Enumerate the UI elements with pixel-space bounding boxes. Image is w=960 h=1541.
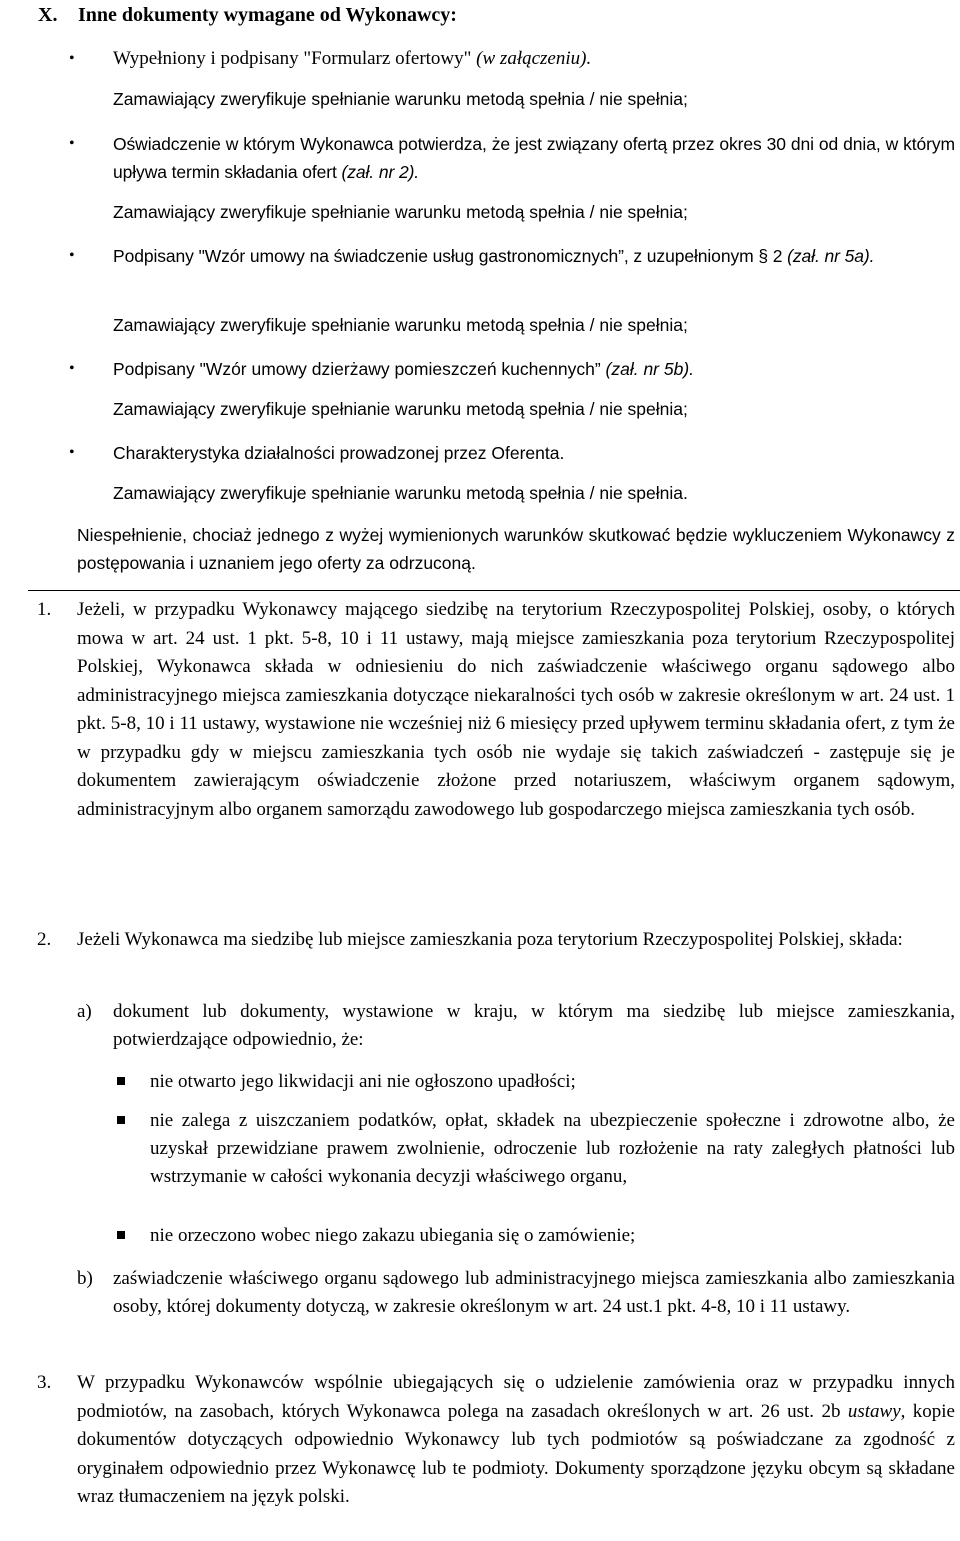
item-emphasis: ustawy <box>847 1400 901 1422</box>
section-number: X. <box>38 4 58 26</box>
numbered-item <box>37 1369 955 1512</box>
verification-note: Zamawiający zweryfikuje spełnianie warunku metodą spełnia / nie spełnia; <box>113 89 688 109</box>
bullet-text: Oświadczenie w którym Wykonawca potwierdza, że jest związany ofertą przez okres 30 dni od dnia, w którym upływa termin składania ofert <box>113 134 955 182</box>
summary-paragraph: Niespełnienie, chociaż jednego z wyżej wymienionych warunków skutkować będzie wykluczeniem Wykonawcy z postępowania i uznaniem jego oferty za odrzuconą. <box>77 525 955 573</box>
item-text: W przypadku Wykonawców wspólnie ubiegających się o udzielenie zamówienia oraz w przypadku innych podmiotów, na zasobach, których Wykonawca polega na zasadach określonych w art. 26 ust. 2b <box>77 1372 955 1422</box>
bullet-reference: (w załączeniu). <box>476 48 592 69</box>
square-bullet-text: nie zalega z uiszczaniem podatków, opłat, składek na ubezpieczenie społeczne i zdrowotne albo, że uzyskał przewidziane prawem zwolnienie, odroczenie lub rozłożenie na raty zaległych płatności lub wstrzymanie w całości wykonania decyzji właściwego organu, <box>150 1110 955 1187</box>
square-bullet-icon <box>117 1116 125 1124</box>
bullet-text: Podpisany "Wzór umowy dzierżawy pomieszczeń kuchennych” <box>113 359 606 379</box>
section-title: Inne dokumenty wymagane od Wykonawcy: <box>78 4 457 26</box>
numbered-item <box>37 926 955 955</box>
sub-item <box>77 998 955 1054</box>
bullet-item <box>69 130 955 186</box>
item-text: Jeżeli Wykonawca ma siedzibę lub miejsce zamieszkania poza terytorium Rzeczypospolitej Polskiej, składa: <box>77 929 903 950</box>
horizontal-rule <box>28 590 960 591</box>
bullet-icon: • <box>69 135 75 152</box>
sub-item <box>77 1265 955 1321</box>
bullet-text: Charakterystyka działalności prowadzonej przez Oferenta. <box>113 443 565 463</box>
bullet-item <box>69 242 955 270</box>
bullet-item <box>69 439 955 467</box>
square-bullet-item <box>150 1222 955 1250</box>
item-number: 3. <box>37 1372 52 1393</box>
item-number: 1. <box>37 599 52 620</box>
sub-item-label: a) <box>77 1001 92 1022</box>
square-bullet-item <box>150 1107 955 1191</box>
square-bullet-icon <box>117 1231 125 1239</box>
bullet-reference: (zał. nr 2). <box>341 162 420 182</box>
item-text-continued: , kopie dokumentów dotyczących odpowiednio Wykonawcy lub tych podmiotów są poświadczane za zgodność z oryginałem odpowiednio przez Wykonawcę lub te podmioty. Dokumenty sporządzone języku obcym są składane wraz tłumaczeniem na język polski. <box>77 1400 955 1507</box>
item-number: 2. <box>37 929 52 950</box>
numbered-item <box>37 596 955 824</box>
square-bullet-item <box>150 1068 955 1096</box>
item-text: Jeżeli, w przypadku Wykonawcy mającego siedzibę na terytorium Rzeczypospolitej Polskiej, osoby, o których mowa w art. 24 ust. 1 pkt. 5-8, 10 i 11 ustawy, mają miejsce zamieszkania poza terytorium Rzeczypospolitej Polskiej, Wykonawca składa w odniesieniu do nich zaświadczenie właściwego organu sądowego albo administracyjnego miejsca zamieszkania dotyczące niekaralności tych osób w zakresie określonym w art. 24 ust. 1 pkt. 5-8, 10 i 11 ustawy, wystawione nie wcześniej niż 6 miesięcy przed upływem terminu składania ofert, z tym że w przypadku gdy w miejscu zamieszkania tych osób nie wydaje się takich zaświadczeń - zastępuje się je dokumentem zawierającym oświadczenie złożone przed notariuszem, właściwym organem sądowym, administracyjnym albo organem samorządu zawodowego lub gospodarczego miejsca zamieszkania tych osób. <box>77 599 955 820</box>
square-bullet-text: nie orzeczono wobec niego zakazu ubiegania się o zamówienie; <box>150 1225 636 1246</box>
bullet-reference: (zał. nr 5b). <box>605 359 695 379</box>
bullet-icon: • <box>69 360 75 377</box>
section-heading <box>38 2 457 28</box>
verification-note: Zamawiający zweryfikuje spełnianie warunku metodą spełnia / nie spełnia; <box>113 315 688 335</box>
bullet-icon: • <box>69 50 75 67</box>
bullet-text: Podpisany "Wzór umowy na świadczenie usług gastronomicznych”, z uzupełnionym § 2 <box>113 246 788 266</box>
bullet-icon: • <box>69 444 75 461</box>
bullet-item <box>69 355 955 383</box>
sub-item-label: b) <box>77 1268 93 1289</box>
bullet-text: Wypełniony i podpisany "Formularz ofertowy" <box>113 48 477 69</box>
sub-item-text: zaświadczenie właściwego organu sądowego lub administracyjnego miejsca zamieszkania albo zamieszkania osoby, której dokumenty dotyczą, w zakresie określonym w art. 24 ust.1 pkt. 4-8, 10 i 11 ustawy. <box>113 1268 955 1317</box>
verification-note: Zamawiający zweryfikuje spełnianie warunku metodą spełnia / nie spełnia; <box>113 202 688 222</box>
verification-note: Zamawiający zweryfikuje spełnianie warunku metodą spełnia / nie spełnia; <box>113 399 688 419</box>
verification-note: Zamawiający zweryfikuje spełnianie warunku metodą spełnia / nie spełnia. <box>113 483 688 503</box>
bullet-item <box>69 45 955 73</box>
bullet-icon: • <box>69 247 75 264</box>
square-bullet-icon <box>117 1077 125 1085</box>
square-bullet-text: nie otwarto jego likwidacji ani nie ogłoszono upadłości; <box>150 1071 576 1092</box>
sub-item-text: dokument lub dokumenty, wystawione w kraju, w którym ma siedzibę lub miejsce zamieszkania, potwierdzające odpowiednio, że: <box>113 1001 955 1050</box>
bullet-reference: (zał. nr 5a). <box>787 246 875 266</box>
